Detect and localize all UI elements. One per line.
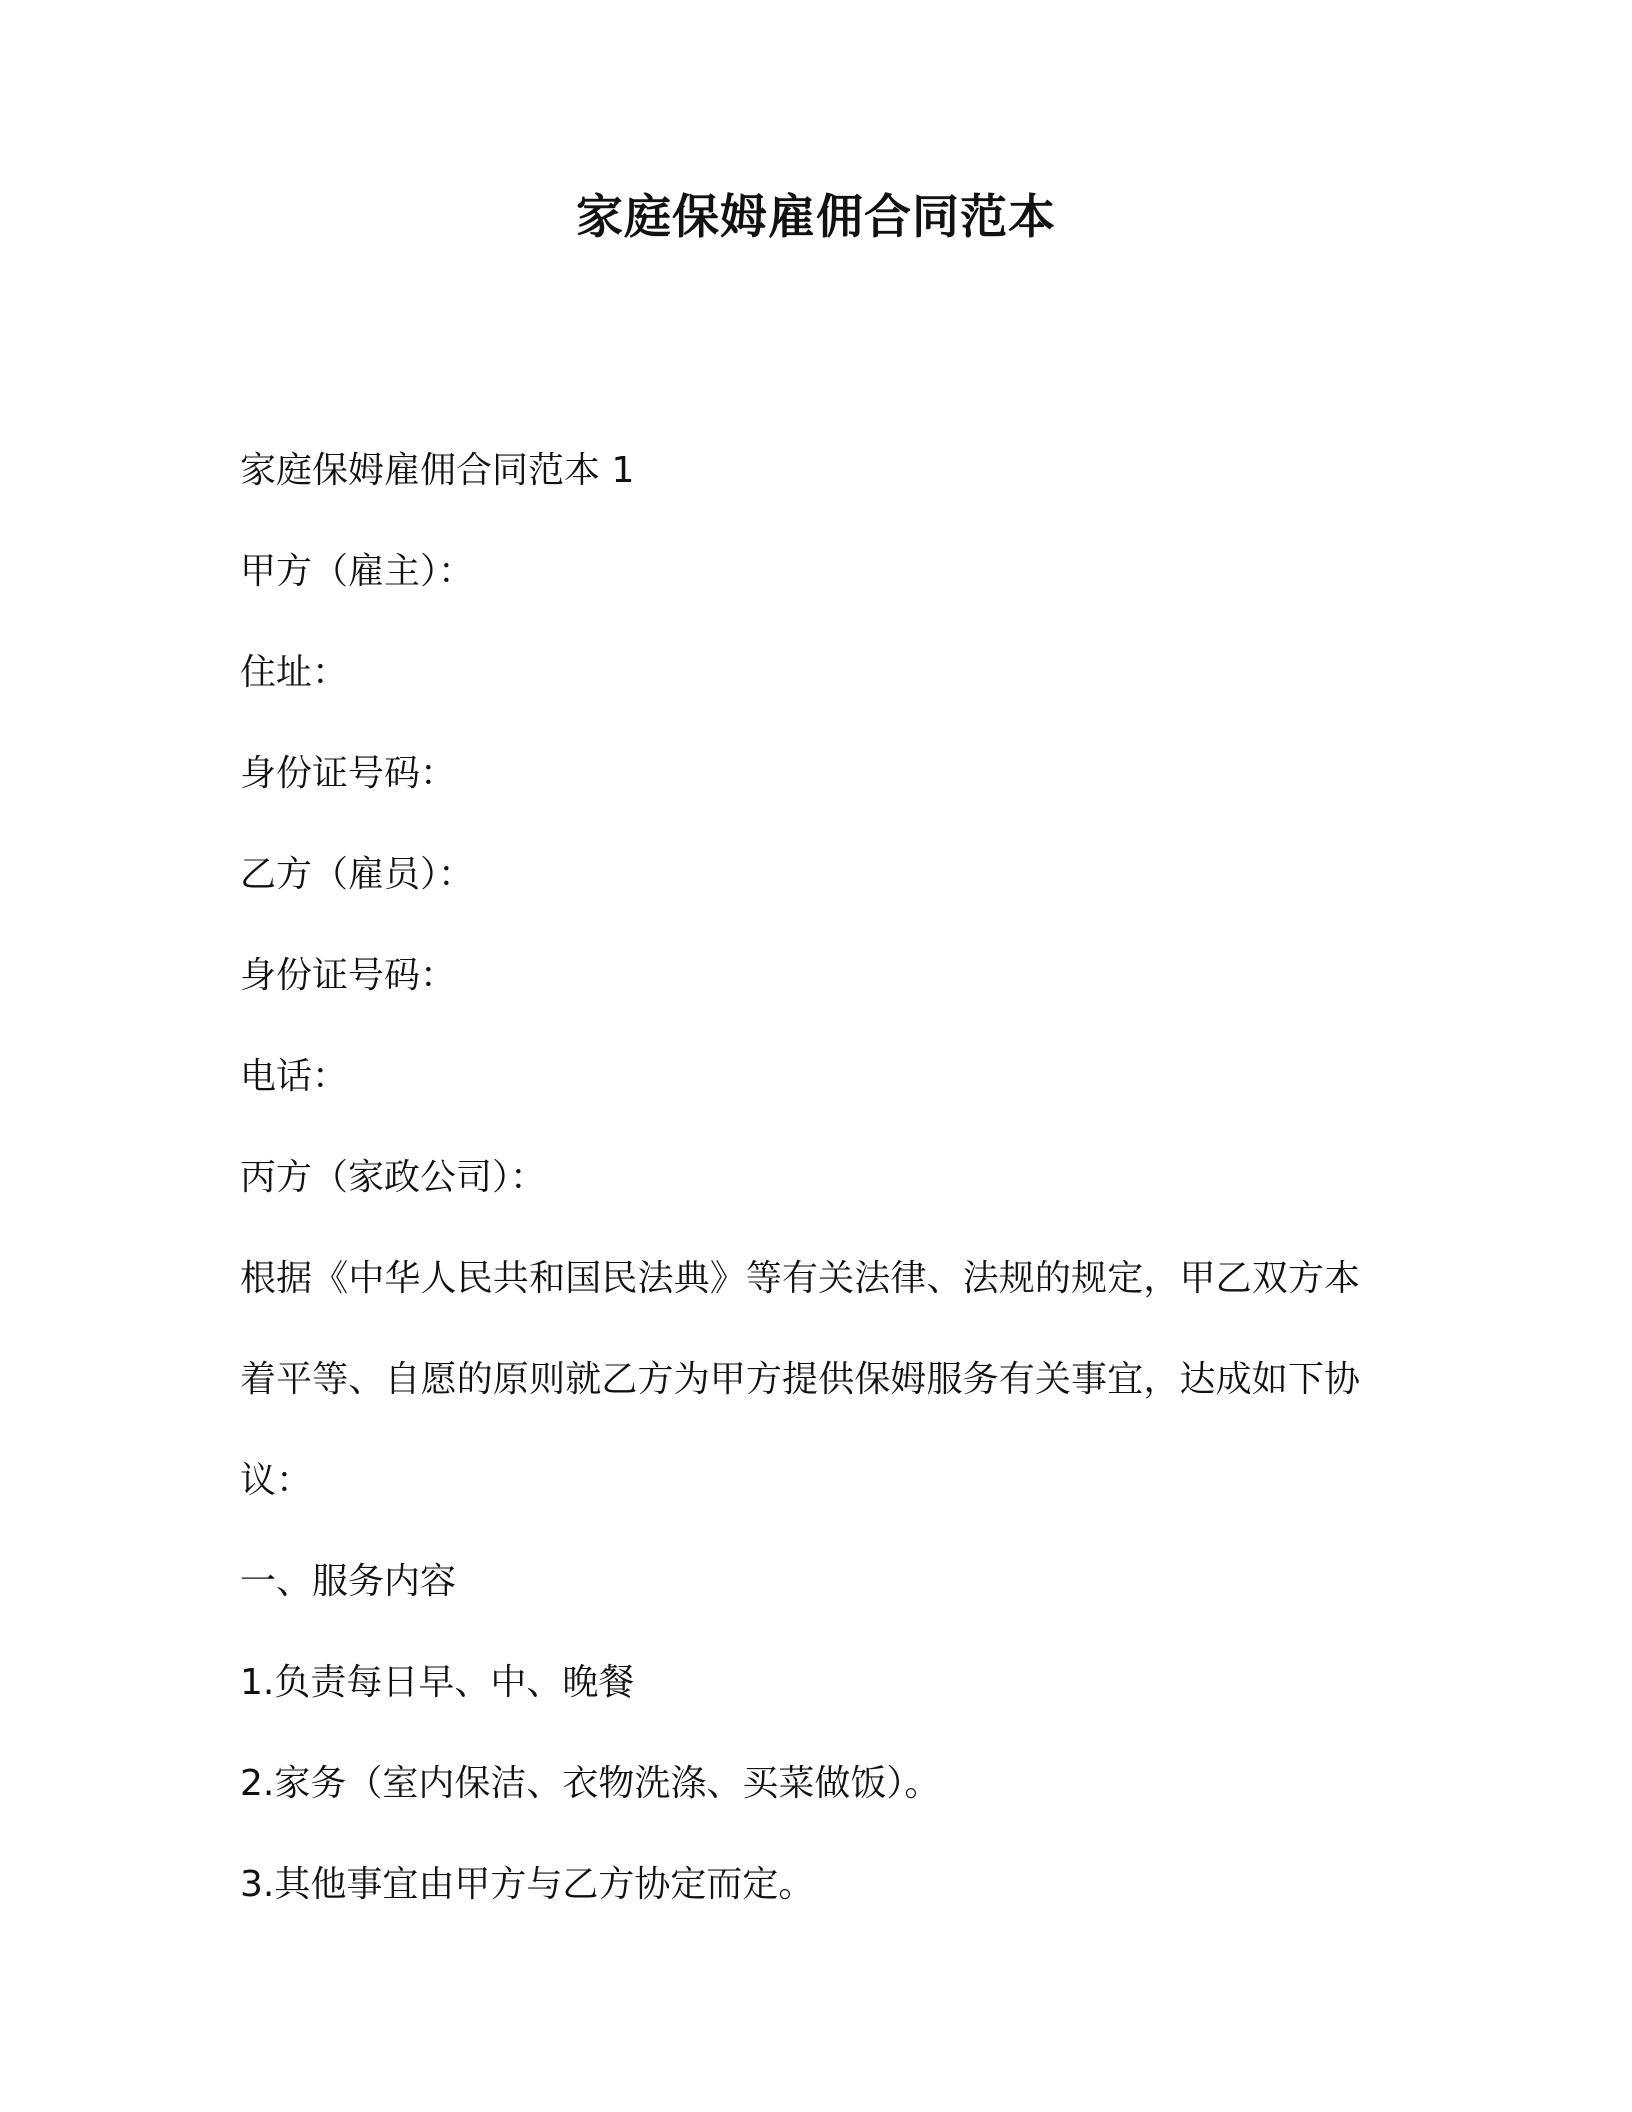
id-number-a-field: 身份证号码：: [240, 753, 457, 794]
party-b-field: 乙方（雇员）：: [240, 854, 475, 895]
preamble-paragraph: 根据《中华人民共和国民法典》等有关法律、法规的规定，甲乙双方本着平等、自愿的原则就乙方为甲方提供保姆服务有关事宜，达成如下协议：: [240, 1258, 1360, 1501]
id-number-b-field: 身份证号码：: [240, 955, 457, 996]
document-title: 家庭保姆雇佣合同范本: [576, 190, 1056, 245]
contract-subtitle: 家庭保姆雇佣合同范本 1: [240, 450, 635, 491]
section-heading-service-content: 一、服务内容: [240, 1561, 457, 1602]
service-item-3: 3.其他事宜由甲方与乙方协定而定。: [240, 1864, 815, 1905]
document-body: [240, 420, 1360, 1935]
service-item-2: 2.家务（室内保洁、衣物洗涤、买菜做饭）。: [240, 1763, 941, 1804]
party-c-field: 丙方（家政公司）：: [240, 1157, 547, 1198]
party-a-field: 甲方（雇主）：: [240, 551, 475, 592]
phone-field: 电话：: [240, 1056, 349, 1097]
service-item-1: 1.负责每日早、中、晚餐: [240, 1662, 635, 1703]
address-field: 住址：: [240, 652, 349, 693]
